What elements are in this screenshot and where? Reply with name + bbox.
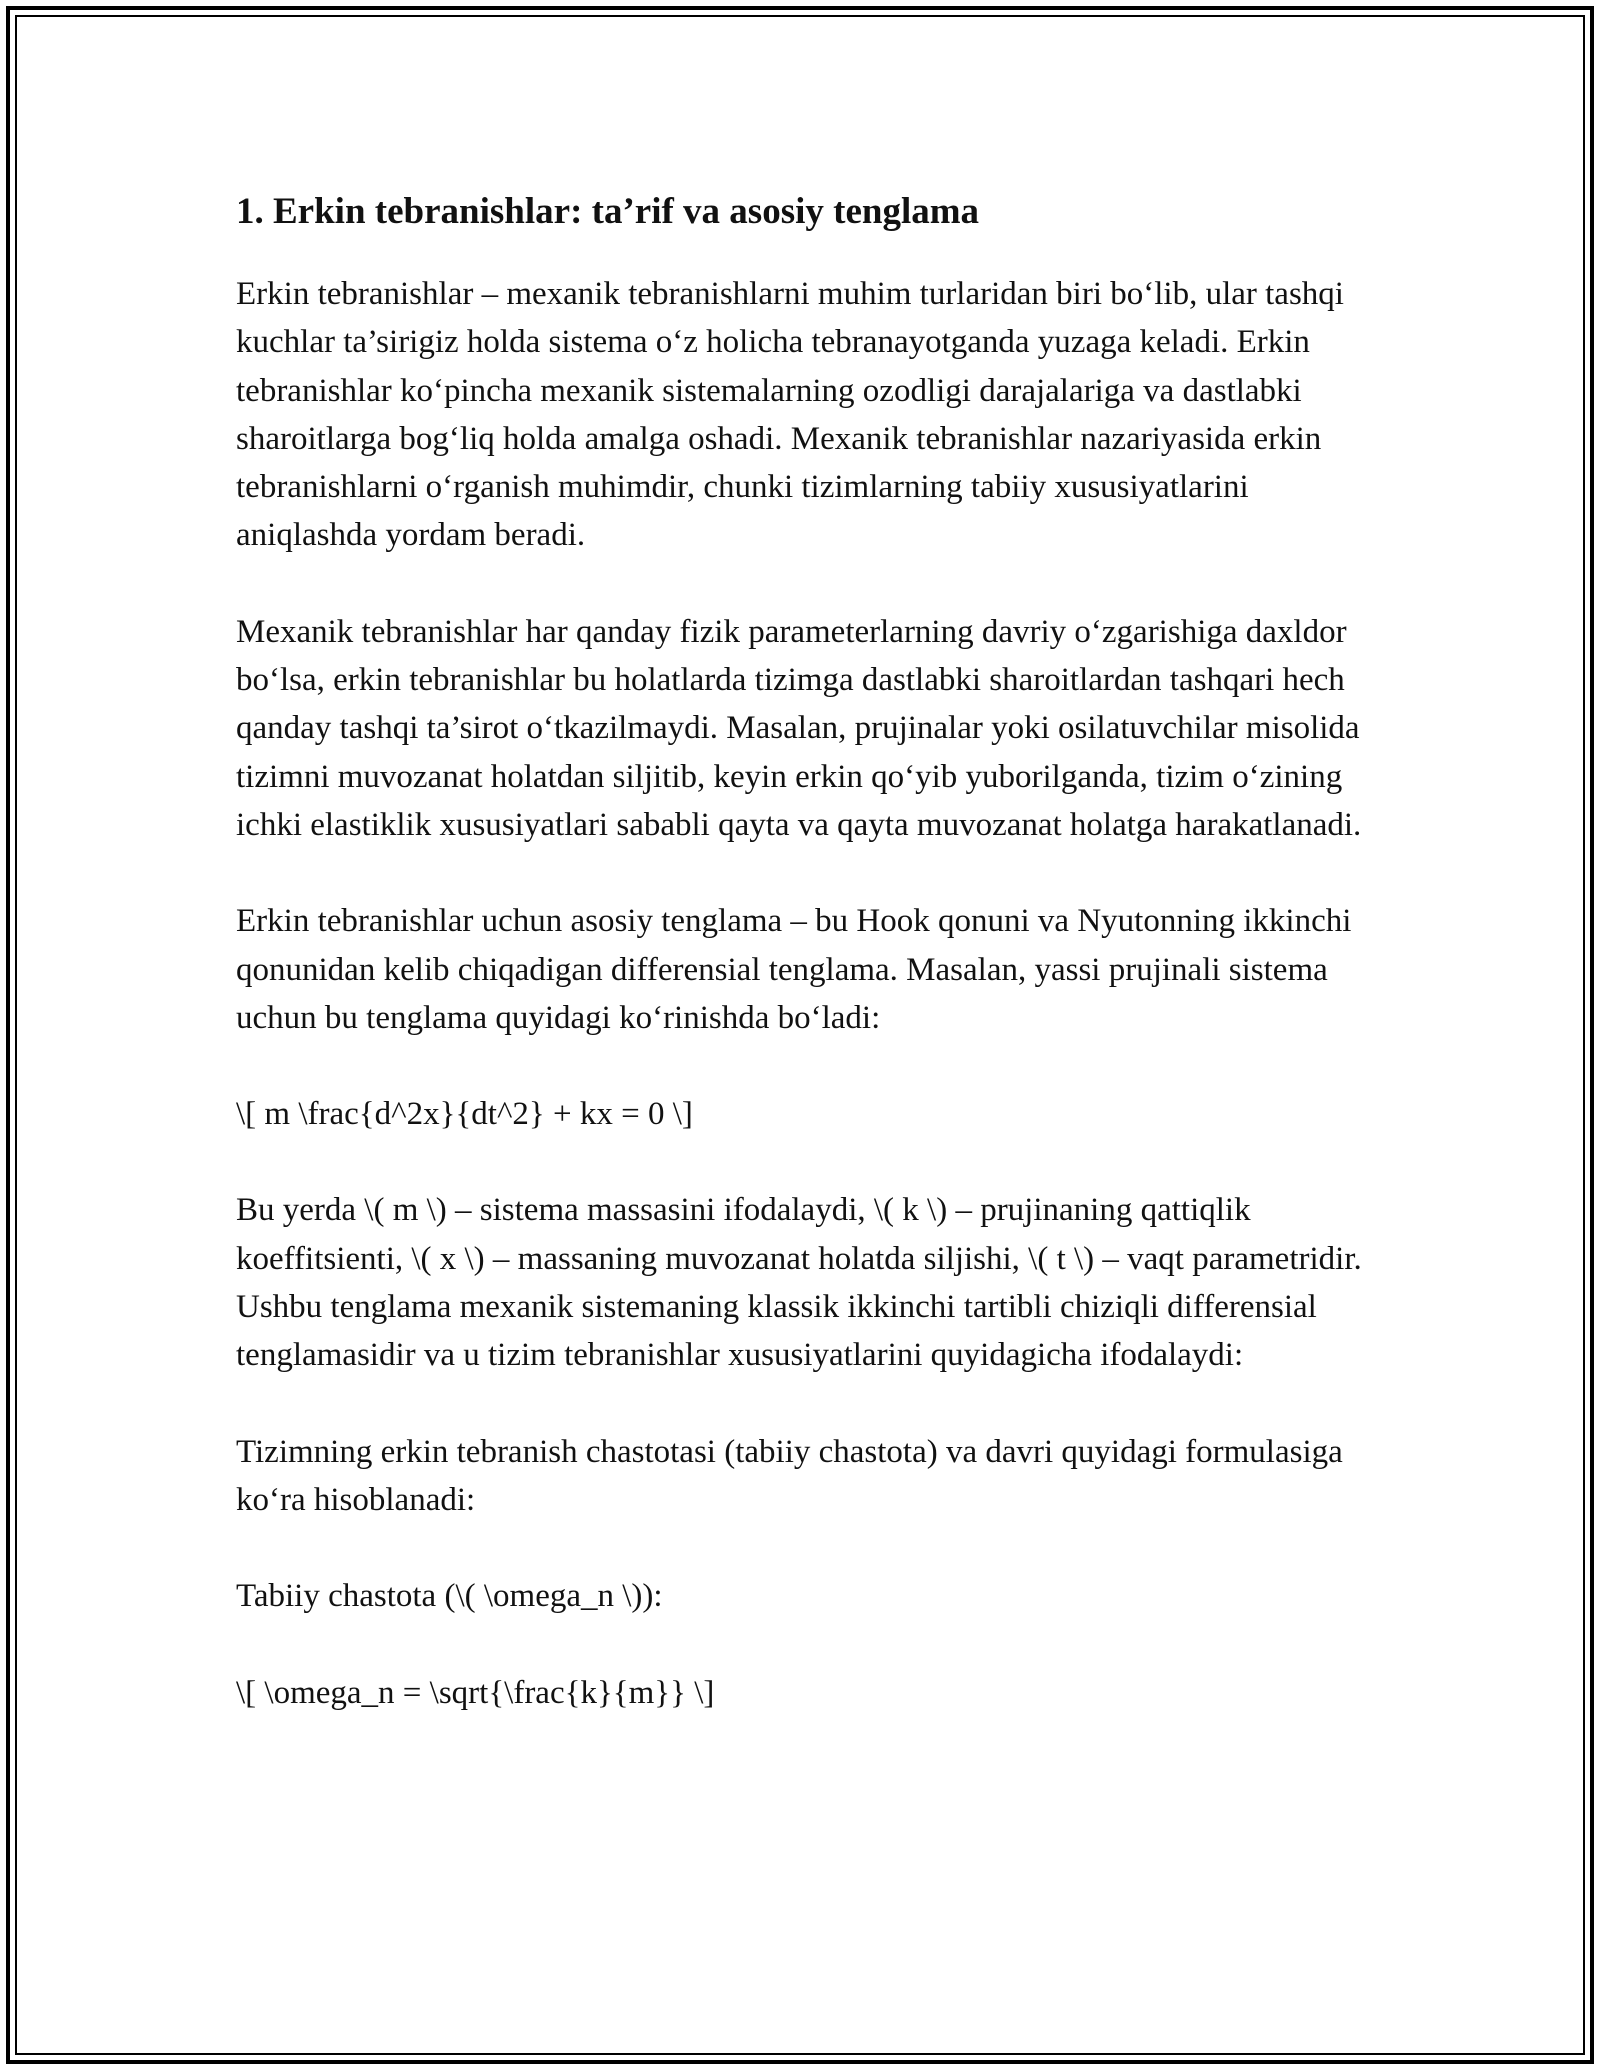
paragraph-definition: Erkin tebranishlar – mexanik tebranishlarni muhim turlaridan biri bo‘lib, ular tashqi kuchlar ta’sirigiz holda sistema o‘z holicha tebranayotganda yuzaga keladi. Erkin tebranishlar ko‘pincha mexanik sistemalarning ozodligi darajalariga va dastlabki sharoitlarga bog‘liq holda amalga oshadi. Mexanik tebranishlar nazariyasida erkin tebranishlarni o‘rganish muhimdir, chunki tizimlarning tabiiy xususiyatlarini aniqlashda yordam beradi.: [236, 276, 1344, 554]
paragraph-variables: Bu yerda \( m \) – sistema massasini ifodalaydi, \( k \) – prujinaning qattiqlik koeffitsienti, \( x \) – massaning muvozanat holatda siljishi, \( t \) – vaqt parametridir. Ushbu tenglama mexanik sistemaning klassik ikkinchi tartibli chiziqli differensial tenglamasidir va u tizim tebranishlar xususiyatlarini quyidagicha ifodalaydi:: [236, 1192, 1362, 1374]
natural-frequency-formula: \[ \omega_n = \sqrt{\frac{k}{m}} \]: [236, 1674, 715, 1711]
section-heading: 1. Erkin tebranishlar: ta’rif va asosiy tenglama: [236, 191, 980, 232]
paragraph-examples: Mexanik tebranishlar har qanday fizik parameterlarning davriy o‘zgarishiga daxldor bo‘lsa, erkin tebranishlar bu holatlarda tizimga dastlabki sharoitlardan tashqari hech qanday tashqi ta’sirot o‘tkazilmaydi. Masalan, prujinalar yoki osilatuvchilar misolida tizimni muvozanat holatdan siljitib, keyin erkin qo‘yib yuborilganda, tizim o‘zining ichki elastiklik xususiyatlari sababli qayta va qayta muvozanat holatga harakatlanadi.: [236, 613, 1362, 843]
document-body: [236, 182, 1366, 1765]
paragraph-frequency-intro: Tizimning erkin tebranish chastotasi (tabiiy chastota) va davri quyidagi formulasiga ko‘ra hisoblanadi:: [236, 1433, 1343, 1518]
equation-of-motion: \[ m \frac{d^2x}{dt^2} + kx = 0 \]: [236, 1096, 693, 1133]
natural-frequency-label: Tabiiy chastota (\( \omega_n \)):: [236, 1578, 663, 1615]
paragraph-main-equation-intro: Erkin tebranishlar uchun asosiy tenglama – bu Hook qonuni va Nyutonning ikkinchi qonunidan kelib chiqadigan differensial tenglama. Masalan, yassi prujinali sistema uchun bu tenglama quyidagi ko‘rinishda bo‘ladi:: [236, 903, 1352, 1036]
